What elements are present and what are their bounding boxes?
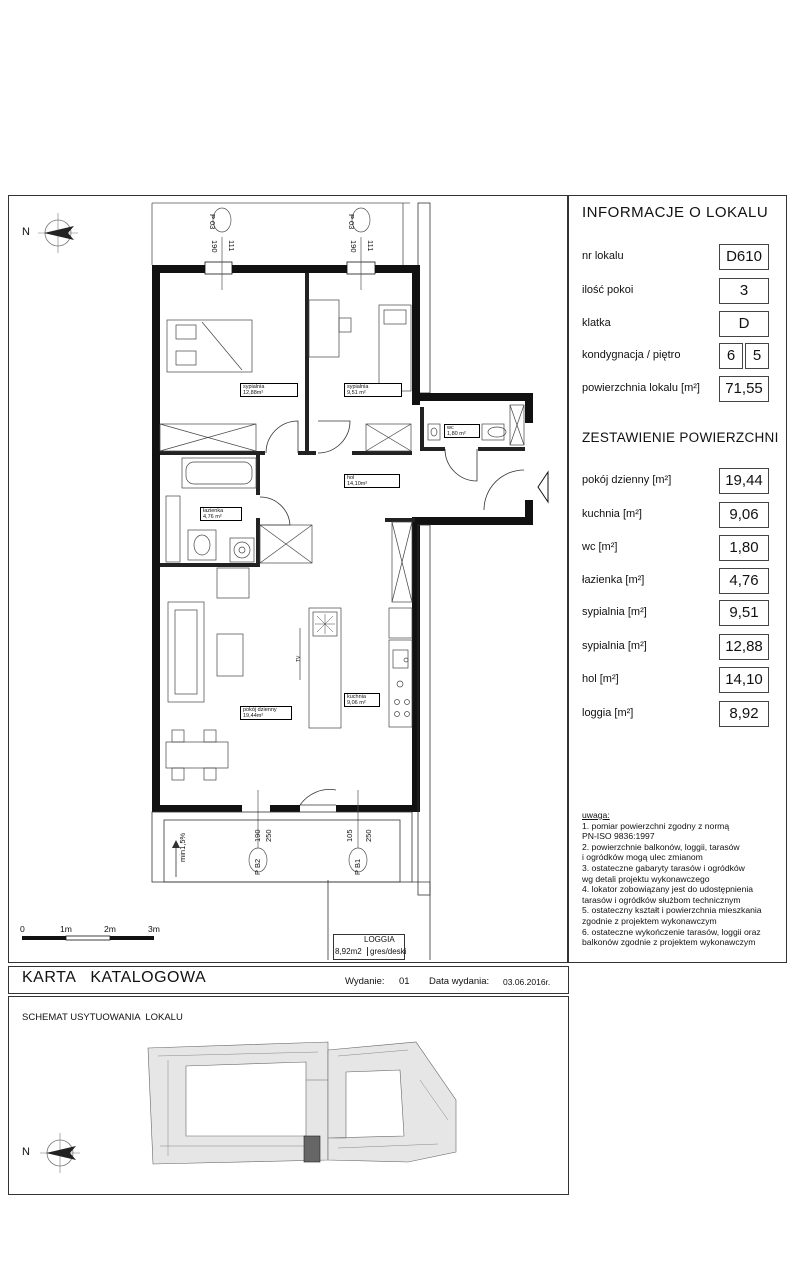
window-dim-w: 190 bbox=[253, 829, 262, 842]
room-label-kitchen bbox=[344, 693, 380, 707]
scale-bar bbox=[22, 936, 154, 940]
area-value-loggia: 8,92 bbox=[719, 701, 769, 727]
room-area: 12,88m² bbox=[243, 390, 264, 397]
notes bbox=[582, 810, 782, 948]
north-label: N bbox=[22, 226, 30, 238]
loggia-finish: gres/deski bbox=[367, 947, 406, 956]
info-label-nr: nr lokalu bbox=[582, 250, 624, 262]
window-dim-h: 111 bbox=[366, 240, 375, 252]
edition-label: Wydanie: bbox=[345, 976, 385, 987]
notes-line: 3. ostateczne gabaryty tarasów i ogródków bbox=[582, 862, 745, 873]
info-value-rooms: 3 bbox=[719, 278, 769, 304]
notes-line: 1. pomiar powierzchni zgodny z normą bbox=[582, 820, 730, 831]
room-label-bedroom2 bbox=[344, 383, 402, 397]
area-label-bedroom1: sypialnia [m²] bbox=[582, 606, 647, 618]
notes-line: zgodnie z projektem wykonawczym bbox=[582, 915, 717, 926]
info-title: INFORMACJE O LOKALU bbox=[582, 204, 769, 221]
notes-line: PN-ISO 9836:1997 bbox=[582, 831, 655, 842]
info-label-rooms: ilość pokoi bbox=[582, 284, 634, 296]
info-value-area: 71,55 bbox=[719, 376, 769, 402]
schema-title: SCHEMAT USYTUOWANIA LOKALU bbox=[22, 1012, 183, 1023]
notes-line: balkonów zgodnie z projektem wykonawczym bbox=[582, 937, 756, 948]
scale-label: 1m bbox=[60, 924, 72, 934]
areas-title: ZESTAWIENIE POWIERZCHNI bbox=[582, 430, 779, 445]
room-name: wc bbox=[447, 425, 454, 431]
room-label-living bbox=[240, 706, 292, 720]
date-value: 03.06.2016r. bbox=[503, 977, 551, 987]
room-area: 9,51 m² bbox=[347, 390, 366, 397]
area-label-bathroom: łazienka [m²] bbox=[582, 574, 645, 586]
info-value-storey: 6 bbox=[719, 343, 743, 369]
room-name: łazienka bbox=[203, 508, 224, 514]
window-dim-h: 250 bbox=[364, 829, 373, 842]
area-label-bedroom2: sypialnia [m²] bbox=[582, 640, 647, 652]
room-area: 1,80 m² bbox=[447, 431, 466, 438]
area-value-wc: 1,80 bbox=[719, 535, 769, 561]
window-dim-w: 190 bbox=[210, 240, 219, 253]
site-schema bbox=[8, 1020, 528, 1180]
area-value-living: 19,44 bbox=[719, 468, 769, 494]
loggia-legend bbox=[333, 934, 405, 960]
info-label-stair: klatka bbox=[582, 317, 611, 329]
area-value-kitchen: 9,06 bbox=[719, 502, 769, 528]
area-label-loggia: loggia [m²] bbox=[582, 707, 634, 719]
notes-line: tarasów i ogródków służbom technicznym bbox=[582, 894, 741, 905]
scale-label: 0 bbox=[20, 924, 25, 934]
room-label-hall bbox=[344, 474, 400, 488]
window-code: P 03 bbox=[208, 214, 217, 230]
edition-value: 01 bbox=[399, 976, 410, 987]
schema-north-label: N bbox=[22, 1146, 30, 1158]
room-area: 19,44m² bbox=[243, 713, 264, 720]
room-area: 14,10m² bbox=[347, 481, 368, 488]
notes-line: 5. ostateczny kształt i powierzchnia mieszkania bbox=[582, 905, 762, 916]
catalog-card-title: KARTA KATALOGOWA bbox=[22, 969, 207, 986]
window-code: P B2 bbox=[253, 858, 262, 875]
date-label: Data wydania: bbox=[429, 976, 490, 987]
room-name: hol bbox=[347, 475, 355, 481]
area-value-bedroom2: 12,88 bbox=[719, 634, 769, 660]
north-arrow-icon bbox=[40, 1133, 80, 1173]
loggia-name: LOGGIA bbox=[364, 935, 395, 944]
room-name: sypialnia bbox=[243, 384, 265, 390]
room-area: 9,06 m² bbox=[347, 700, 366, 707]
room-name: kuchnia bbox=[347, 694, 366, 700]
room-area: 4,76 m² bbox=[203, 514, 222, 521]
tv-label: TV bbox=[296, 655, 302, 662]
loggia-area: 8,92m2 bbox=[335, 947, 362, 956]
room-name: pokój dzienny bbox=[243, 707, 277, 713]
area-label-wc: wc [m²] bbox=[582, 541, 618, 553]
notes-line: uwaga: bbox=[582, 810, 610, 820]
notes-line: wg detali projektu wykonawczego bbox=[582, 873, 710, 884]
window-code: P 03 bbox=[347, 214, 356, 230]
notes-line: 4. lokator zobowiązany jest do udostępnienia bbox=[582, 884, 754, 895]
area-value-hall: 14,10 bbox=[719, 667, 769, 693]
window-top-1 bbox=[160, 214, 200, 274]
info-label-area: powierzchnia lokalu [m²] bbox=[582, 382, 700, 394]
room-label-wc bbox=[444, 424, 480, 438]
notes-line: 2. powierzchnie balkonów, loggii, tarasów bbox=[582, 841, 740, 852]
window-dim-w: 190 bbox=[349, 240, 358, 253]
room-label-bathroom bbox=[200, 507, 242, 521]
area-label-kitchen: kuchnia [m²] bbox=[582, 508, 642, 520]
info-value-stair: D bbox=[719, 311, 769, 337]
area-label-hall: hol [m²] bbox=[582, 673, 619, 685]
notes-line: i ogródków mogą ulec zmianom bbox=[582, 852, 703, 863]
room-name: sypialnia bbox=[347, 384, 369, 390]
window-dim-h: 111 bbox=[227, 240, 236, 252]
info-value-nr: D610 bbox=[719, 244, 769, 270]
window-dim-h: 250 bbox=[264, 829, 273, 842]
area-value-bedroom1: 9,51 bbox=[719, 600, 769, 626]
room-label-bedroom1 bbox=[240, 383, 298, 397]
area-value-bathroom: 4,76 bbox=[719, 568, 769, 594]
slope-label: min1,5% bbox=[178, 832, 187, 862]
notes-line: 6. ostateczne wykończenie tarasów, loggii oraz bbox=[582, 926, 761, 937]
scale-label: 3m bbox=[148, 924, 160, 934]
scale-label: 2m bbox=[104, 924, 116, 934]
window-dim-w: 105 bbox=[345, 829, 354, 842]
info-value-floor: 5 bbox=[745, 343, 769, 369]
north-arrow-icon bbox=[38, 213, 78, 253]
area-label-living: pokój dzienny [m²] bbox=[582, 474, 672, 486]
info-label-floor: kondygnacja / piętro bbox=[582, 349, 681, 361]
window-code: P B1 bbox=[353, 858, 362, 875]
